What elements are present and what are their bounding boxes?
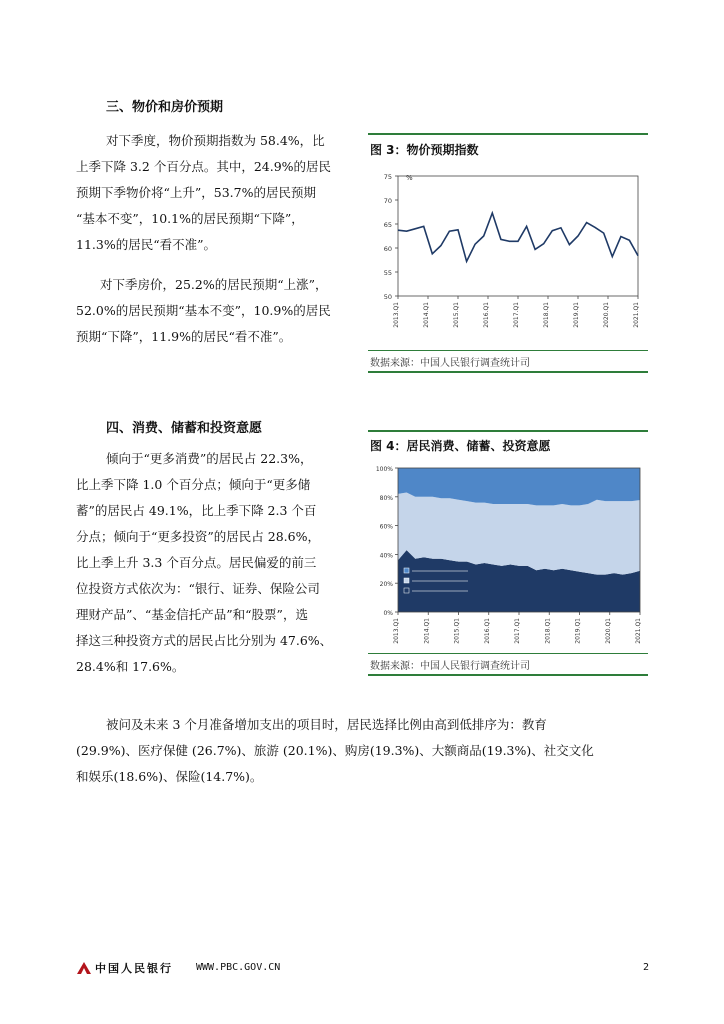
y-tick-label: 75 (383, 173, 392, 181)
para-line: 择这三种投资方式的居民占比分别为 47.6%、 (76, 633, 333, 648)
figure3-top-rule (368, 133, 648, 135)
x-tick-label: 2019.Q1 (573, 302, 580, 328)
para-line: 28.4%和 17.6%。 (76, 659, 185, 674)
figure4-source: 数据来源：中国人民银行调查统计司 (370, 661, 530, 672)
figure3-mid-rule (368, 350, 648, 351)
y-tick-label: 100% (375, 466, 393, 473)
bottom-paragraph (76, 712, 656, 790)
y-tick-label: 40% (379, 552, 393, 560)
y-tick-label: 55 (383, 269, 392, 277)
x-tick-label: 2015.Q1 (453, 302, 460, 328)
para-line: 对下季度，物价预期指数为 58.4%，比 (106, 133, 325, 148)
chart4-plot (376, 466, 642, 644)
section-heading-consumption-saving: 四、消费、储蓄和投资意愿 (106, 421, 263, 436)
para-line: 位投资方式依次为：“银行、证券、保险公司 (76, 581, 320, 596)
figure4-bottom-rule (368, 674, 648, 676)
y-tick-label: 0% (383, 610, 393, 617)
figure4-mid-rule (368, 653, 648, 654)
y-tick-label: 70 (383, 197, 392, 205)
figure4-top-rule (368, 430, 648, 432)
para-line: 分点；倾向于“更多投资”的居民占 28.6%， (76, 529, 320, 544)
y-tick-label: 50 (383, 293, 392, 301)
para-line: 上季下降 3.2 个百分点。其中，24.9%的居民 (76, 159, 332, 174)
x-tick-label: 2014.Q1 (423, 302, 430, 328)
x-tick-label: 2018.Q1 (544, 618, 552, 644)
x-tick-label: 2013.Q1 (393, 618, 400, 644)
para-line: 和娱乐(18.6%)、保险(14.7%)。 (76, 769, 263, 784)
para-line: 对下季房价，25.2%的居民预期“上涨”， (100, 277, 328, 292)
footer-url[interactable]: WWW.PBC.GOV.CN (196, 962, 281, 973)
x-tick-label: 2018.Q1 (543, 302, 550, 328)
x-tick-label: 2021.Q1 (635, 618, 642, 644)
x-tick-label: 2020.Q1 (604, 618, 612, 644)
x-tick-label: 2016.Q1 (483, 618, 491, 644)
y-tick-label: 60 (383, 245, 392, 253)
figure3-chart (366, 162, 648, 348)
figure4-chart (366, 458, 648, 650)
chart3-plot (384, 173, 640, 328)
para-line: 比上季上升 3.3 个百分点。居民偏爱的前三 (76, 555, 317, 570)
para-line: 11.3%的居民“看不准”。 (76, 237, 216, 252)
y-unit-label: % (406, 174, 413, 182)
y-tick-label: 80% (379, 494, 393, 502)
section-heading-price-expectation: 三、物价和房价预期 (106, 100, 224, 115)
para-line: (29.9%)、医疗保健 (26.7%)、旅游 (20.1%)、购房(19.3%)、大额商品(19.3%)、社交文化 (76, 743, 594, 758)
legend-swatch-2 (404, 588, 409, 593)
figure3-title: 图 3：物价预期指数 (370, 143, 479, 157)
y-tick-label: 60% (379, 523, 393, 531)
plot-frame (398, 176, 638, 296)
x-tick-label: 2015.Q1 (453, 618, 461, 644)
y-tick-label: 65 (383, 221, 392, 229)
page-number: 2 (643, 962, 650, 973)
para-line: 蓄”的居民占 49.1%，比上季下降 2.3 个百 (76, 503, 317, 518)
figure3-source: 数据来源：中国人民银行调查统计司 (370, 358, 530, 369)
x-tick-label: 2019.Q1 (574, 618, 582, 644)
para-line: 比上季下降 1.0 个百分点；倾向于“更多储 (76, 477, 311, 492)
x-tick-label: 2020.Q1 (603, 302, 610, 328)
x-tick-label: 2013.Q1 (393, 302, 400, 328)
footer-logo-text: 中国人民银行 (95, 962, 173, 975)
para-line: 理财产品”、“基金信托产品”和“股票”，选 (76, 607, 308, 622)
para-line: “基本不变”，10.1%的居民预期“下降”， (76, 211, 304, 226)
x-tick-label: 2016.Q1 (483, 302, 490, 328)
section4-body (76, 446, 361, 680)
x-tick-label: 2017.Q1 (513, 302, 520, 328)
x-tick-label: 2017.Q1 (514, 618, 521, 644)
para-line: 倾向于“更多消费”的居民占 22.3%， (106, 451, 313, 466)
para-line: 预期“下降”，11.9%的居民“看不准”。 (76, 329, 292, 344)
legend-swatch-0 (404, 568, 409, 573)
x-tick-label: 2014.Q1 (423, 618, 431, 644)
legend-swatch-1 (404, 578, 409, 583)
figure4-title: 图 4：居民消费、储蓄、投资意愿 (370, 439, 551, 453)
figure3-bottom-rule (368, 371, 648, 373)
y-tick-label: 20% (379, 581, 393, 589)
para-line: 预期下季物价将“上升”，53.7%的居民预期 (76, 185, 316, 200)
pboc-logo-icon (76, 961, 92, 975)
x-tick-label: 2021.Q1 (633, 302, 640, 328)
para-line: 被问及未来 3 个月准备增加支出的项目时，居民选择比例由高到低排序为：教育 (106, 717, 547, 732)
price-expectation-line (398, 213, 638, 261)
para-line: 52.0%的居民预期“基本不变”，10.9%的居民 (76, 303, 331, 318)
section3-body (76, 128, 361, 350)
